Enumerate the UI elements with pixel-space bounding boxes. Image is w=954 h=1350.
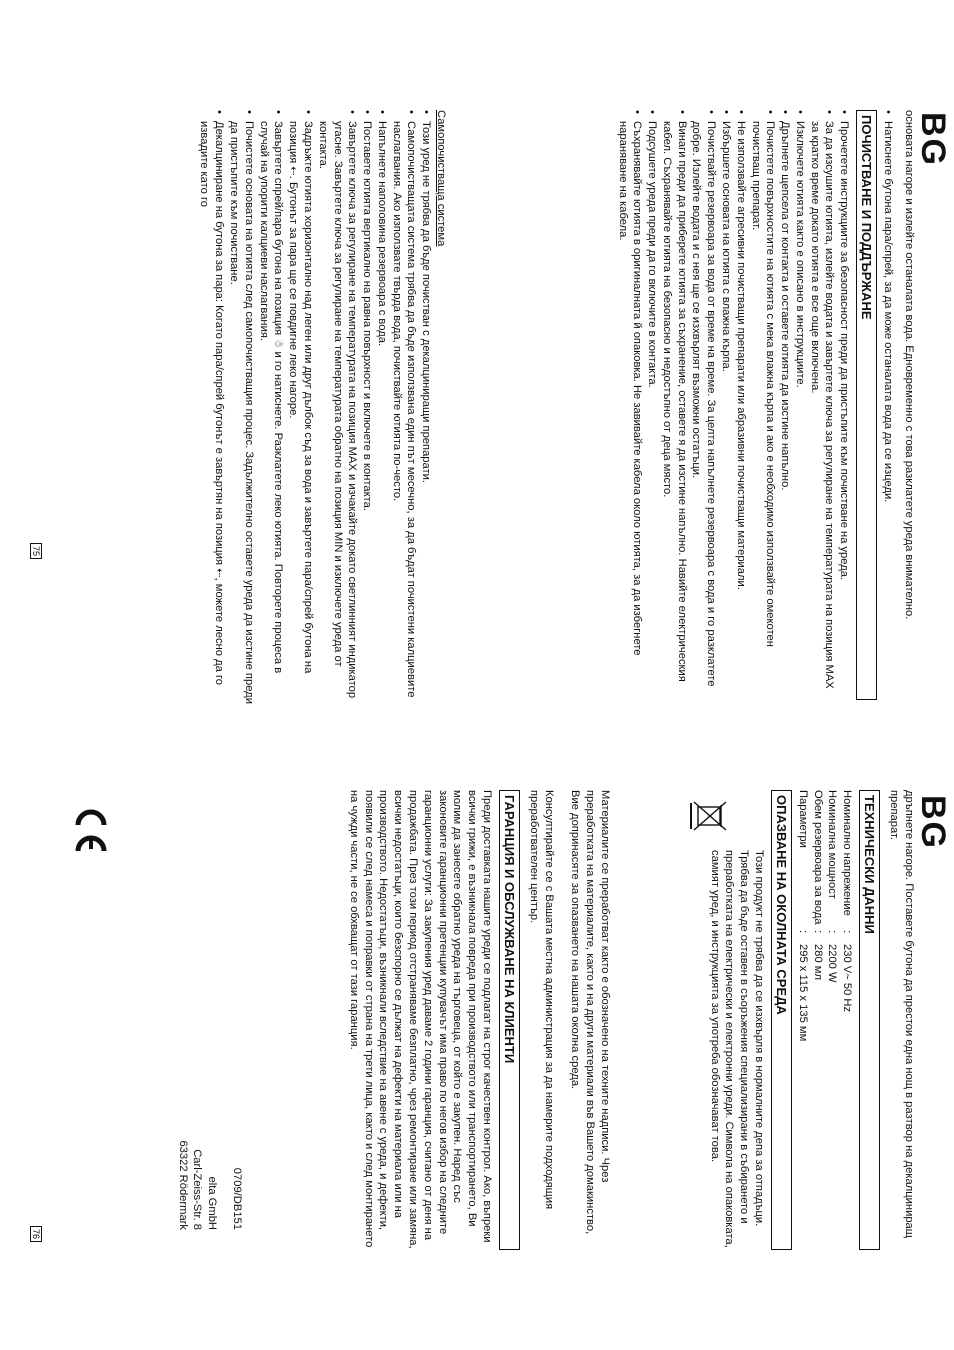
list-item: • Напълнете наполовина резервоара с вода. <box>374 110 389 705</box>
page-75-column-1 <box>615 110 916 700</box>
tech-sep: : <box>796 930 809 934</box>
tech-value: 2200 W <box>826 944 839 983</box>
language-marker: BG <box>914 112 952 167</box>
tech-label: Номинална мощност <box>826 790 839 899</box>
bullet-list <box>615 110 852 700</box>
list-item: • Завъртете спрей/пара бутона на позиция ☃ и го натиснете. Разклатете леко ютията. Повторете процеса в случай на упорити калциеви наслагвания. <box>256 110 286 705</box>
section-heading-tech: ТЕХНИЧЕСКИ ДАННИ <box>859 790 880 1250</box>
ce-mark-icon <box>60 795 110 861</box>
company-address <box>175 1030 244 1230</box>
env-paragraph: Материалите се преработват както е обозначено на техните надписи. Чрез преработката на материалите, както и на други материали във Вашето домакинство, Вие допринасяте за опазването на нашата околна среда. <box>569 790 611 1235</box>
tech-value: 230 V~ 50 Hz <box>841 944 854 1013</box>
tech-label: Номинално напрежение <box>841 790 854 916</box>
list-item: • Прочетете инструкциите за безопасност преди да пристъпите към почистване на уреда. <box>837 110 852 700</box>
list-item: • Не използвайте агресивни почистващи препарати или абразивни почистващи материали. <box>733 110 748 700</box>
tech-value: 280 мл <box>811 944 824 980</box>
bullet-list <box>197 110 434 705</box>
list-item: • Дръпнете щепсела от контакта и оставете ютията да изстине напълно. <box>777 110 792 700</box>
list-item: • Почистете основата на ютията след самопочистващия процес. Задължително оставете уреда да изстине преди да пристъпите към почистване. <box>226 110 256 705</box>
list-item: • Почистете повърхностите на ютията с мека влажна кърпа и ако е необходимо използвайте омекотен почистващ препарат. <box>748 110 778 700</box>
subheading-self-clean: Самопочистваща система <box>435 110 447 247</box>
list-item: • Декалциниране на бутона за пара: Когато пара/спрей бутонът е завъртян на позиция ⇠, можете лесно да го извадите като го <box>197 110 227 705</box>
list-item: • Винаги преди да приберете ютията за съхранение, оставете я да изстине напълно. Навийте електрическия кабел. Съхранявайте ютията на безопасно и недостъпно от деца място. <box>659 110 689 700</box>
section-heading-environment: ОПАЗВАНЕ НА ОКОЛНАТА СРЕДА <box>771 790 792 1250</box>
page-number: 75 <box>30 543 42 559</box>
list-item: • Този уред не трябва да бъде почистван с декалциниращи препарати. <box>418 110 433 705</box>
tech-sep: : <box>841 930 854 934</box>
intro-text: основата нагоре и излейте останалата вода. Едновременно с това разклатете уреда внимателно. <box>903 110 915 620</box>
company-city: 63322 Rödermark <box>176 1140 189 1230</box>
intro-text: дръпнете нагоре. Поставете бутона да престои една нощ в разтвор на декалциниращ препарат. <box>888 790 915 1238</box>
tech-sep: : <box>811 930 824 934</box>
list-item: • Почиствайте резервоара за вода от време на време. За целта напълнете резервоара с вода и го разклатете добре. Излейте водата и с нея ще се изхвърлят възможни остатъци. <box>689 110 719 700</box>
section-heading-warranty: ГАРАНЦИЯ И ОБСЛУЖВАНЕ НА КЛИЕНТИ <box>499 790 520 1250</box>
doc-code: 0709/DB151 <box>231 1167 243 1230</box>
page-76-column-1 <box>701 790 916 1250</box>
list-item: • Самопочистващата система трябва да бъде използвана един път месечно, за да бъдат почистени калциевите наслагвания. Ако използвате твърда вода, почиствайте ютията по-често. <box>389 110 419 705</box>
crossed-bin-icon <box>690 795 728 837</box>
bullet-list <box>880 110 895 700</box>
tech-label: Параметри <box>796 790 809 848</box>
list-item: • Изключете ютията както е описано в инструкциите. <box>792 110 807 700</box>
list-item: • Натиснете бутона пара/спрей, за да може останалата вода да се изцеди. <box>880 110 895 700</box>
list-item: • За да изсушите ютията, излейте водата и завъртете ключа за регулиране на температурата на позиция MAX за кратко време докато ютията е все още включена. <box>807 110 837 700</box>
tech-table <box>795 790 854 1250</box>
list-item: • Съхранявайте ютията в оригиналната й опаковка. Не завивайте кабела около ютията, за да избегнете нараняване на кабела. <box>615 110 645 700</box>
tech-label: Обем резервоара за вода <box>811 790 824 925</box>
language-marker: BG <box>914 795 952 850</box>
company-name: elta GmbH <box>206 1176 219 1230</box>
company-street: Carl-Zeiss-Str. 8 <box>191 1149 204 1230</box>
tech-value: 295 x 115 x 135 мм <box>796 944 809 1042</box>
env-text: Този продукт не трябва да се изхвърля в нормалните депа за отпадъци. Трябва да бъде оставен в съоръжения специализирани в събирането и преработката на електрически и електронни уреди. Символа на опаковката, самият уред, и инструкцията за употреба обозначават това. <box>708 850 765 1248</box>
list-item: • Подсушете уреда преди да го включите в контакта. <box>644 110 659 700</box>
section-heading-cleaning: ПОЧИСТВАНЕ И ПОДДЪРЖАНЕ <box>856 110 877 700</box>
page-75-column-2 <box>197 110 448 705</box>
page-number: 76 <box>30 1226 42 1242</box>
env-paragraph: Консултирайте се с Вашата местна администрация за да намерите подходящия преработвателен център. <box>527 790 555 1210</box>
page-76-column-2 <box>340 790 612 1250</box>
tech-sep: : <box>826 930 839 934</box>
list-item: • Поставете ютията вертикално на равна повърхност и включете в контакта. <box>359 110 374 705</box>
warranty-text: Преди доставката нашите уреди се подлагат на строг качествен контрол. Ако, въпреки всички грижи, е възникнала повреда при производството или транспортирането, Ви молим да занесете обратно уреда на търговеца, от който е закупен. Наред със законовите гаранционни претенции купувачът има право по негов избор на следните гаранционни услуги: За закупения уред даваме 2 години гаранция, считано от деня на продажбата. През този период отстраняваме безплатно, чрез ремонтиране или замяна, всички недостатъци, които безспорно се дължат на дефекти на материала или на производството. Недостатъци, възникнали вследствие на авене с уреда, и дефекти, появили се след намеса и поправки от страна на трети лица, както и след монтирането на чужди части, не се обхващат от тази гаранция. <box>347 790 493 1249</box>
list-item: • Завъртете ключа за регулиране на температурата на позиция MAX и изчакайте докато светлинният индикатор угасне. Завъртете ключа за регулиране на температурата обратно на позиция MIN и изключете уреда от контакта. <box>315 110 359 705</box>
list-item: • Избършете основата на ютията с влажна кърпа. <box>718 110 733 700</box>
list-item: • Задръжте ютията хоризонтално над леген или друг дълбок съд за вода и завъртете пара/спрей бутона на позиция ⇠. Бутонът за пара ще се повдигне леко нагоре. <box>285 110 315 705</box>
